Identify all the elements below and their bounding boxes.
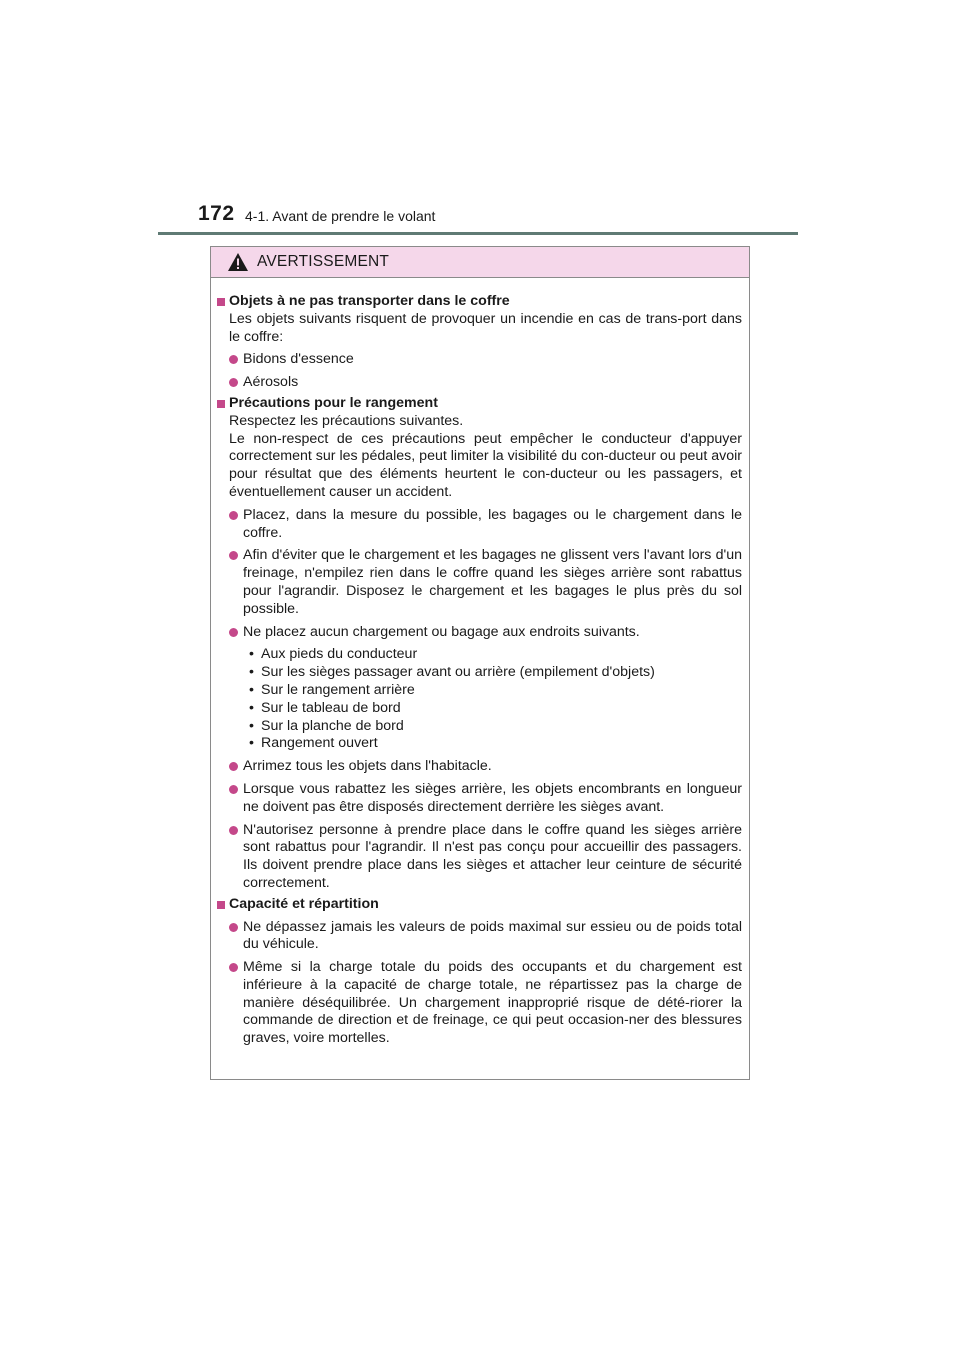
paragraph: Le non-respect de ces précautions peut empêcher le conducteur d'appuyer correctement sur les pédales, peut limiter la visibilité du con-ducteur ou peut avoir pour résultat que des éléments heurtent le con-ducteur ou les passagers, et éventuellement causer un accident.: [229, 430, 742, 500]
bullet-item: [229, 624, 742, 642]
section-title: 4-1. Avant de prendre le volant: [245, 208, 436, 224]
bullet-text: Ne dépassez jamais les valeurs de poids maximal sur essieu ou de poids total du véhicule.: [243, 918, 742, 953]
dash-marker: •: [249, 717, 254, 734]
warning-title: AVERTISSEMENT: [257, 253, 390, 270]
bullet-item: [229, 351, 742, 369]
bullet-item: [229, 547, 742, 618]
sub-list-text: Sur la planche de bord: [261, 717, 404, 734]
section-heading: [217, 395, 742, 413]
warning-content: [211, 278, 749, 1048]
round-bullet-icon: [229, 355, 238, 364]
round-bullet-icon: [229, 785, 238, 794]
sub-list-item: [249, 664, 742, 682]
bullet-text: Arrimez tous les objets dans l'habitacle.: [243, 758, 492, 775]
round-bullet-icon: [229, 551, 238, 560]
sub-list: [249, 646, 742, 753]
dash-marker: •: [249, 735, 254, 752]
sub-list-text: Aux pieds du conducteur: [261, 646, 418, 663]
round-bullet-icon: [229, 826, 238, 835]
round-bullet-icon: [229, 378, 238, 387]
dash-marker: •: [249, 681, 254, 698]
bullet-text: Lorsque vous rabattez les sièges arrière, les objets encombrants en longueur ne doivent pas être disposés directement derrière les sièges avant.: [243, 780, 742, 815]
dash-marker: •: [249, 699, 254, 716]
bullet-text: N'autorisez personne à prendre place dans le coffre quand les sièges arrière sont rabattus pour l'agrandir. Il n'est pas conçu pour accueillir des passagers. Ils doivent prendre place dans les sièges et attacher leur ceinture de sécurité correctement.: [243, 821, 742, 891]
bullet-item: [229, 758, 742, 776]
paragraph: Les objets suivants risquent de provoquer un incendie en cas de trans-port dans le coffre:: [229, 310, 742, 345]
round-bullet-icon: [229, 628, 238, 637]
bullet-text: Aérosols: [243, 374, 299, 391]
bullet-item: [229, 959, 742, 1048]
bullet-item: [229, 781, 742, 817]
page-number: 172: [198, 202, 235, 225]
dash-marker: •: [249, 664, 254, 681]
round-bullet-icon: [229, 762, 238, 771]
sub-list-text: Sur le tableau de bord: [261, 699, 401, 716]
section-heading: [217, 293, 742, 311]
round-bullet-icon: [229, 511, 238, 520]
bullet-item: [229, 374, 742, 392]
bullet-text: Placez, dans la mesure du possible, les bagages ou le chargement dans le coffre.: [243, 506, 742, 541]
sub-list-item: [249, 735, 742, 753]
sub-list-item: [249, 700, 742, 718]
bullet-text: Ne placez aucun chargement ou bagage aux endroits suivants.: [243, 623, 640, 640]
sub-list-item: [249, 682, 742, 700]
warning-triangle-icon: [227, 252, 249, 272]
dash-marker: •: [249, 646, 254, 663]
header-rule: [158, 232, 798, 235]
sub-list-text: Rangement ouvert: [261, 735, 378, 752]
bullet-item: [229, 507, 742, 543]
sub-list-text: Sur le rangement arrière: [261, 681, 415, 698]
section-heading-text: Capacité et répartition: [229, 895, 379, 912]
square-bullet-icon: [217, 901, 225, 909]
sub-list-item: [249, 718, 742, 736]
section-heading: [217, 896, 742, 914]
sub-list-text: Sur les sièges passager avant ou arrière (empilement d'objets): [261, 664, 655, 681]
bullet-item: [229, 822, 742, 893]
bullet-text: Afin d'éviter que le chargement et les bagages ne glissent vers l'avant lors d'un freinage, n'empilez rien dans le coffre quand les sièges arrière sont rabattus pour l'agrandir. Disposez le chargement et les bagages le plus près du sol possible.: [243, 547, 742, 617]
sub-list-item: [249, 646, 742, 664]
round-bullet-icon: [229, 923, 238, 932]
round-bullet-icon: [229, 963, 238, 972]
section-heading-text: Objets à ne pas transporter dans le coffre: [229, 293, 510, 309]
bullet-text: Même si la charge totale du poids des occupants et du chargement est inférieure à la capacité de charge totale, ne répartissez pas la charge de manière déséquilibrée. Un chargement inapproprié risque de dété-riorer la commande de direction et de freinage, ce qui peut occasion-ner des blessures graves, voire mortelles.: [243, 959, 742, 1047]
warning-header: [211, 247, 749, 278]
section-heading-text: Précautions pour le rangement: [229, 394, 438, 411]
bullet-text: Bidons d'essence: [243, 351, 354, 368]
square-bullet-icon: [217, 400, 225, 408]
bullet-item: [229, 919, 742, 955]
warning-box: [210, 246, 750, 1080]
square-bullet-icon: [217, 298, 225, 306]
paragraph: Respectez les précautions suivantes.: [229, 412, 464, 429]
